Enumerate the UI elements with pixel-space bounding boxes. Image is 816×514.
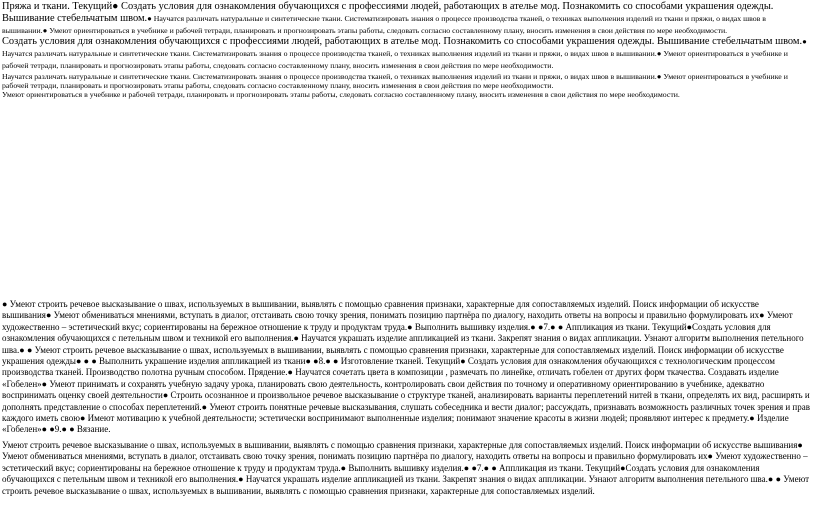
paragraph-6: Умеют строить речевое высказывание о швах, используемых в вышивании, выявлять с помощью сравнения признаки, характерные для сопоставляемых изделий. Поиск информации об искусстве вышивания● Умеют обмениваться мнениями, вступать в диалог, отстаивать свою точку зрения, понимать позицию партнёра по диалогу, находить ответы на вопросы и правильно формулировать их● Умеют художественно – эстетический вкус; сориентированы на бережное отношение к труду и продуктам труда.● Выполнить вышивку изделия.● ●7.● ● Аппликация из ткани. Текущий●Создать условия для ознакомления обучающихся с петельным швом и техникой его выполнения.● Научатся украшать изделие аппликацией из ткани. Закрепят знания о видах аппликации. Узнают алгоритм выполнения петельного шва.● ● Умеют строить речевое высказывание о швах, используемых в вышивании, выявлять с помощью сравнения признаки, характерные для сопоставляемых изделий. [2, 439, 810, 496]
lesson-outcomes: ● Научатся различать натуральные и синтетические ткани. Систематизировать знания о процессе производства тканей, о техниках выполнения изделий из ткани и пряжи, о видах швов в вышивании.● Умеют ориентироваться в учебнике и рабочей тетради, планировать и прогнозировать этапы работы, следовать согласно составленному плану, вносить изменения в свои действия по мере необходимости. [2, 13, 766, 35]
paragraph-4: Умеют ориентироваться в учебнике и рабочей тетради, планировать и прогнозировать этапы работы, следовать согласно составленному плану, вносить изменения в свои действия по мере необходимости. [2, 90, 680, 100]
paragraph-3: Научатся различать натуральные и синтетические ткани. Систематизировать знания о процессе производства тканей, о техниках выполнения изделий из ткани и пряжи, о видах швов в вышивании.● Умеют ориентироваться в учебнике и рабочей тетради, планировать и прогнозировать этапы работы, следовать согласно составленному плану, вносить изменения в свои действия по мере необходимости. [2, 71, 788, 90]
lesson-goal-repeat: Создать условия для ознакомления обучающихся с профессиями людей, работающих в ателье мод. Познакомить со способами украшения одежды. Вышивание стебельчатым швом. [2, 36, 803, 48]
lesson-goal: ● Создать условия для ознакомления обучающихся с профессиями людей, работающих в ателье мод. Познакомить со способами украшения одежды. Вышивание стебельчатым швом. [2, 1, 774, 24]
paragraph-5: ● Умеют строить речевое высказывание о швах, используемых в вышивании, выявлять с помощью сравнения признаки, характерные для сопоставляемых изделий. Поиск информации об искусстве вышивания● Умеют обмениваться мнениями, вступать в диалог, отстаивать свою точку зрения, понимать позицию партнёра по диалогу, находить ответы на вопросы и правильно формулировать их● Умеют художественно – эстетический вкус; сориентированы на бережное отношение к труду и продуктам труда.● Выполнить вышивку изделия.● ●7.● ● Аппликация из ткани. Текущий●Создать условия для ознакомления обучающихся с петельным швом и техникой его выполнения.● Научатся украшать изделие аппликацией из ткани. Закрепят знания о видах аппликации. Узнают алгоритм выполнения петельного шва.● ● Умеют строить речевое высказывание о швах, используемых в вышивании, выявлять с помощью сравнения признаки, характерные для сопоставляемых изделий. Поиск информации об искусстве украшения одежды● ● ● Выполнить украшение изделия аппликацией из ткани● ●8.● ● Изготовление тканей. Текущий● Создать условия для ознакомления обучающихся с технологическим процессом производства тканей. Производство полотна ручным способом. Прядение.● Научатся сочетать цвета в композиции , размечать по линейке, отличать гобелен от других форм ткачества. Создавать изделие «Гобелен»● Умеют принимать и сохранять учебную задачу урока, планировать свою деятельность, контролировать свои действия по точному и оперативному ориентированию в учебнике, адекватно воспринимать оценку своей деятельности● Строить осознанное и произвольное речевое высказывание о структуре тканей, анализировать варианты переплетений нитей в ткани, определять их вид, расширять и дополнять представление о способах переплетений.● Умеют строить понятные речевые высказывания, слушать собеседника и вести диалог; рассуждать, признавать возможность различных точек зрения и прав каждого иметь свою● Имеют мотивацию к учебной деятельности; эстетически воспринимают выполненные изделия; понимают значение красоты в жизни людей; проявляют интерес к предмету.● Изделие «Гобелен»● ●9.● ● Вязание. [2, 299, 810, 435]
top-text-block [2, 1, 810, 99]
lesson-title: Пряжа и ткани. Текущий [2, 1, 113, 12]
lesson-outcomes-repeat: ● Научатся различать натуральные и синтетические ткани. Систематизировать знания о процессе производства тканей, о техниках выполнения изделий из ткани и пряжи, о видах швов в вышивании.● Умеют ориентироваться в учебнике и рабочей тетради, планировать и прогнозировать этапы работы, следовать согласно составленному плану, вносить изменения в свои действия по мере необходимости. [2, 37, 807, 70]
bottom-text-block [2, 299, 810, 497]
paragraph-2 [2, 36, 810, 71]
paragraph-1 [2, 1, 810, 36]
